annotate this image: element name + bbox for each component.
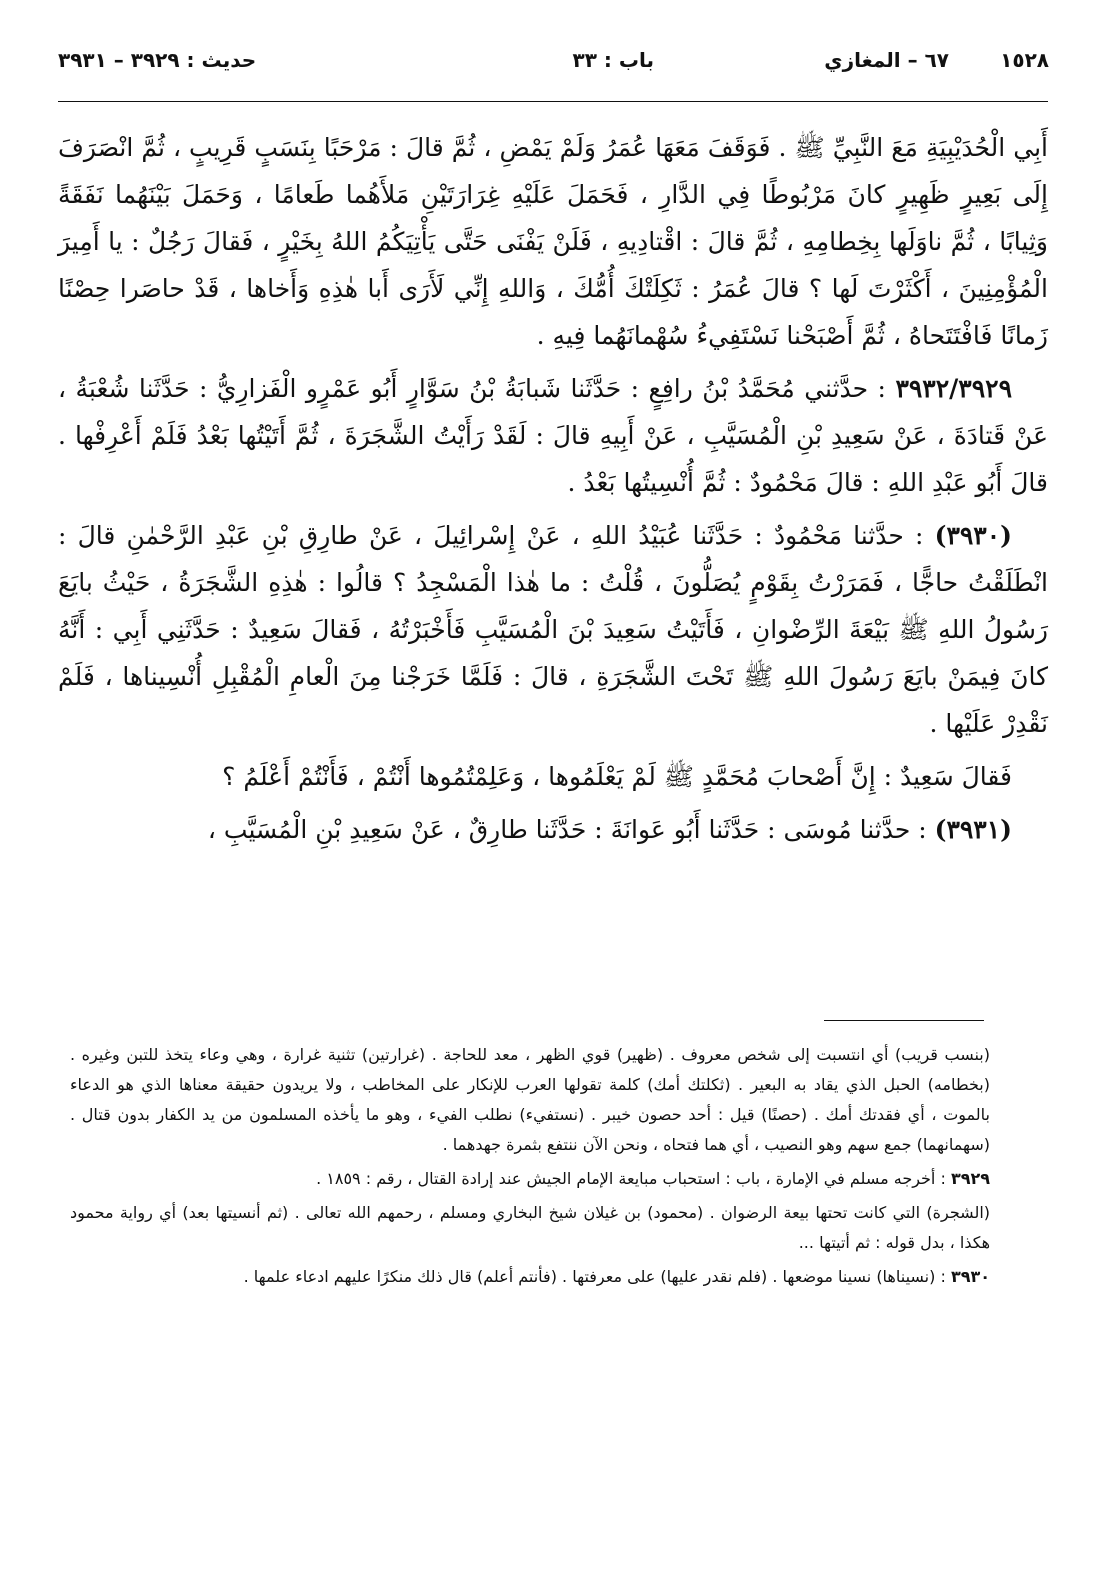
hadith-3931 xyxy=(58,806,1048,853)
footnote-glossary: (بنسب قريب) أي انتسبت إلى شخص معروف . (ظهير) قوي الظهر ، معد للحاجة . (غرارتين) تثنية غرارة ، وهي وعاء يتخذ للتبن وغيره . (بخطامه) الحبل الذي يقاد به البعير . (ثكلتك أمك) كلمة تقولها العرب للإنكار على المخاطب ، ولا يريدون حقيقة معناها الذي هو الدعاء بالموت ، أي فقدتك أمك . (حصنًا) قيل : أحد حصون خيبر . (نستفيء) نطلب الفيء ، وهو ما يأخذه المسلمون من يد الكفار بدون قتال . (سهمانهما) جمع سهم وهو النصيب ، أي هما فتحاه ، ونحن الآن ننتفع بثمرة جهدهما . xyxy=(70,1045,990,1154)
header-divider xyxy=(58,101,1048,102)
footnote-3929 xyxy=(70,1164,990,1194)
page-number: ١٥٢٨ xyxy=(1000,48,1049,72)
footnotes xyxy=(70,1040,990,1296)
hadith-number: (٣٩٣٠) xyxy=(934,521,1012,550)
bab-number: باب : ٣٣ xyxy=(572,48,654,72)
hadith-3929 xyxy=(58,365,1048,506)
hadith-3930 xyxy=(58,512,1048,747)
footnote-divider xyxy=(824,1020,984,1021)
main-text xyxy=(58,124,1048,859)
footnote-text: : (نسيناها) نسينا موضعها . (فلم نقدر عليها) على معرفتها . (فأنتم أعلم) قال ذلك منكرًا عليهم ادعاء علمها . xyxy=(243,1267,951,1286)
chapter-title: ٦٧ – المغازي xyxy=(824,48,949,72)
paragraph-continuation: أَبِي الْحُدَيْبِيَةِ مَعَ النَّبِيِّ ﷺ . فَوَقَفَ مَعَهَا عُمَرُ وَلَمْ يَمْضِ ، ثُمَّ قالَ : مَرْحَبًا بِنَسَبٍ قَرِيبٍ ، ثُمَّ انْصَرَفَ إِلَى بَعِيرٍ ظَهِيرٍ كانَ مَرْبُوطًا فِي الدَّارِ ، فَحَمَلَ عَلَيْهِ غِرَارَتَيْنِ مَلأَهُما طَعامًا ، وَحَمَلَ بَيْنَهُما نَفَقَةً وَثِيابًا ، ثُمَّ ناوَلَها بِخِطامِهِ ، ثُمَّ قالَ : اقْتادِيهِ ، فَلَنْ يَفْنَى حَتَّى يَأْتِيَكُمُ اللهُ بِخَيْرٍ ، فَقالَ رَجُلٌ : يا أَمِيرَ الْمُؤْمِنِينَ ، أَكْثَرْتَ لَها ؟ قالَ عُمَرُ : ثَكِلَتْكَ أُمُّكَ ، وَاللهِ إِنِّي لَأَرَى أَبا هٰذِهِ وَأَخاها ، قَدْ حاصَرا حِصْنًا زَمانًا فَافْتَتَحاهُ ، ثُمَّ أَصْبَحْنا نَسْتَفِيءُ سُهْمانَهُما فِيهِ . xyxy=(58,133,1048,350)
footnote-3930 xyxy=(70,1262,990,1292)
hadith-number: (٣٩٣١) xyxy=(934,815,1012,844)
footnote-number: ٣٩٣٠ xyxy=(950,1267,990,1286)
hadith-text: : حدَّثنا مَحْمُودٌ : حَدَّثَنا عُبَيْدُ اللهِ ، عَنْ إِسْرائِيلَ ، عَنْ طارِقِ بْنِ عَبْدِ الرَّحْمٰنِ قالَ : انْطَلَقْتُ حاجًّا ، فَمَرَرْتُ بِقَوْمٍ يُصَلُّونَ ، قُلْتُ : ما هٰذا الْمَسْجِدُ ؟ قالُوا : هٰذِهِ الشَّجَرَةُ ، حَيْثُ بايَعَ رَسُولُ اللهِ ﷺ بَيْعَةَ الرِّضْوانِ ، فَأَتَيْتُ سَعِيدَ بْنَ الْمُسَيَّبِ فَأَخْبَرْتُهُ ، فَقالَ سَعِيدٌ : حَدَّثَنِي أَبِي : أَنَّهُ كانَ فِيمَنْ بايَعَ رَسُولَ اللهِ ﷺ تَحْتَ الشَّجَرَةِ ، قالَ : فَلَمَّا خَرَجْنا مِنَ الْعامِ الْمُقْبِلِ أُنْسِيناها ، فَلَمْ نَقْدِرْ عَلَيْها . xyxy=(58,521,1048,738)
hadith-text: : حدَّثني مُحَمَّدُ بْنُ رافِعٍ : حَدَّثَنا شَبابَةُ بْنُ سَوَّارٍ أَبُو عَمْرٍو الْفَزارِيُّ : حَدَّثَنا شُعْبَةُ ، عَنْ قَتادَةَ ، عَنْ سَعِيدِ بْنِ الْمُسَيَّبِ ، عَنْ أَبِيهِ قالَ : لَقَدْ رَأَيْتُ الشَّجَرَةَ ، ثُمَّ أَتَيْتُها بَعْدُ فَلَمْ أَعْرِفْها . قالَ أَبُو عَبْدِ اللهِ : قالَ مَحْمُودٌ : ثُمَّ أُنْسِيتُها بَعْدُ . xyxy=(58,374,1048,497)
hadith-3930-continuation: فَقالَ سَعِيدٌ : إِنَّ أَصْحابَ مُحَمَّدٍ ﷺ لَمْ يَعْلَمُوها ، وَعَلِمْتُمُوها أَنْتُمْ ، فَأَنْتُمْ أَعْلَمُ ؟ xyxy=(222,762,1012,791)
running-header xyxy=(58,44,1049,80)
hadith-range: حديث : ٣٩٢٩ – ٣٩٣١ xyxy=(58,48,257,72)
footnote-number: ٣٩٢٩ xyxy=(950,1169,990,1188)
hadith-number: ٣٩٣٢/٣٩٢٩ xyxy=(895,374,1012,403)
footnote-text: : أخرجه مسلم في الإمارة ، باب : استحباب مبايعة الإمام الجيش عند إرادة القتال ، رقم : ١٨٥٩ . xyxy=(316,1169,951,1188)
hadith-text: : حدَّثنا مُوسَى : حَدَّثَنا أَبُو عَوانَةَ : حَدَّثَنا طارِقٌ ، عَنْ سَعِيدِ بْنِ الْمُسَيَّبِ ، xyxy=(207,815,935,844)
footnote-3929-glossary: (الشجرة) التي كانت تحتها بيعة الرضوان . (محمود) بن غيلان شيخ البخاري ومسلم ، رحمهم الله تعالى . (ثم أنسيتها بعد) أي رواية محمود هكذا ، بدل قوله : ثم أتيتها ... xyxy=(70,1203,990,1252)
